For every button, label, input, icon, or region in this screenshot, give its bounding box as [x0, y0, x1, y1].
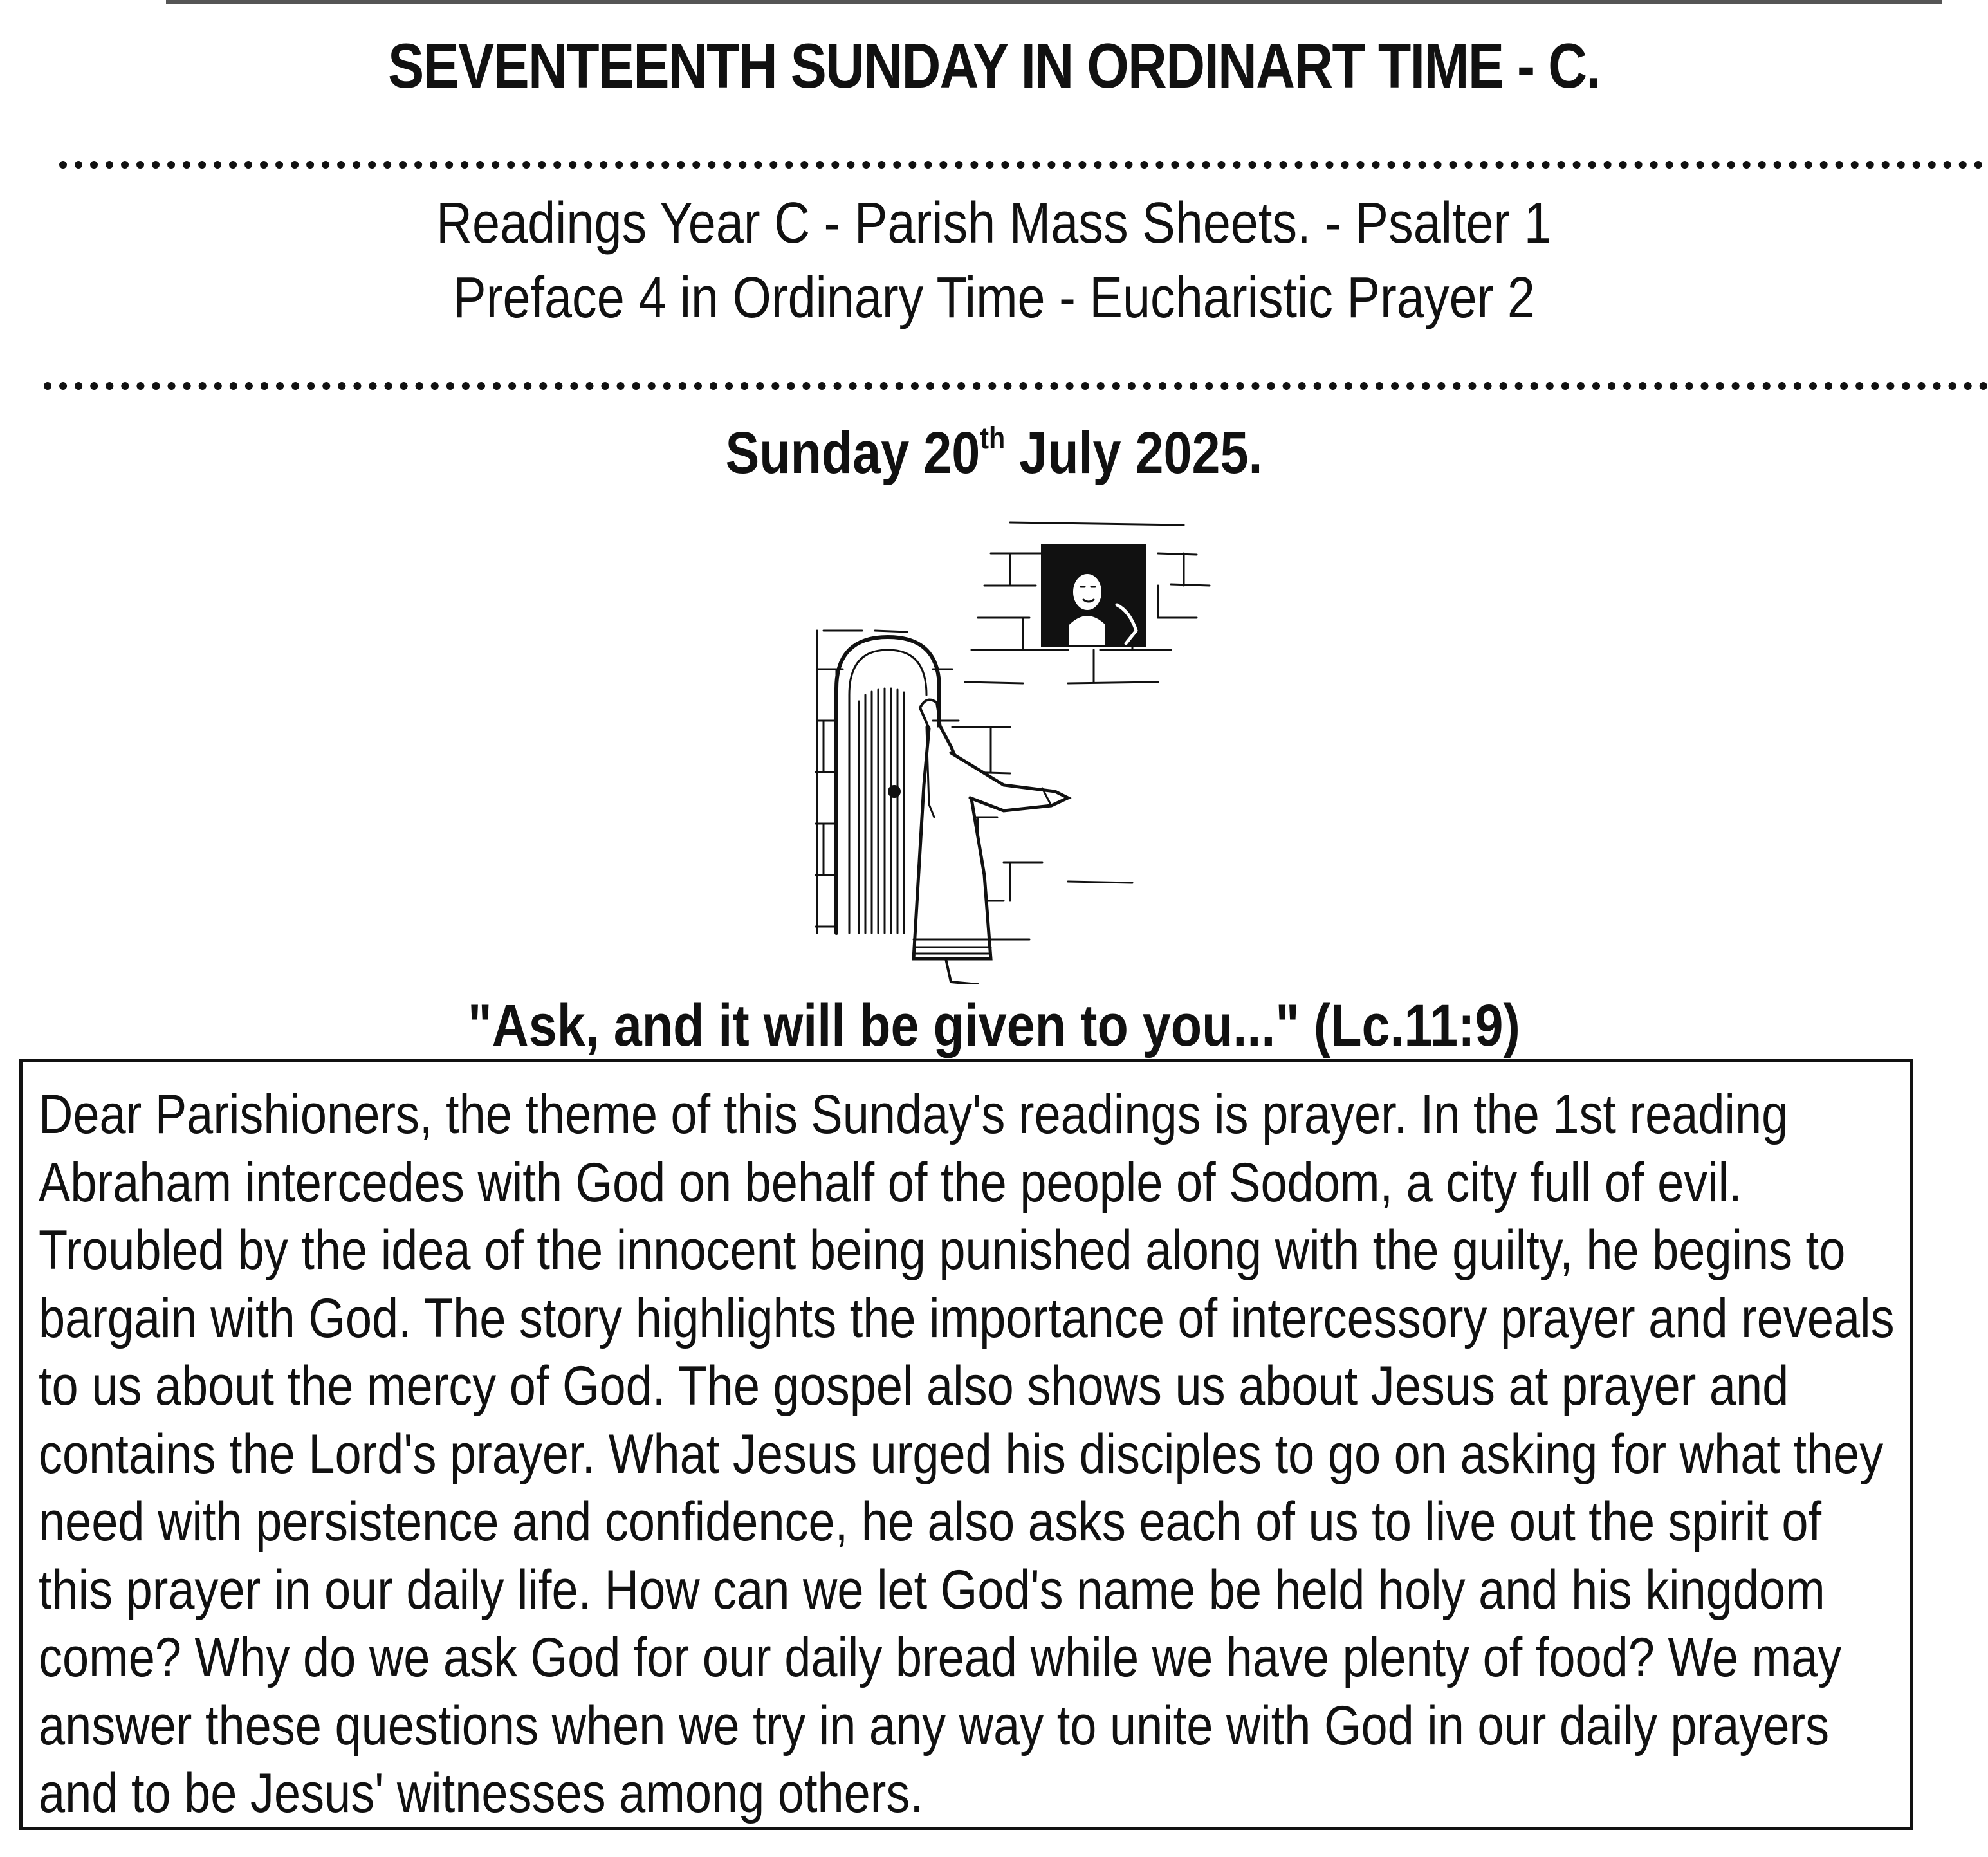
- message-line: and to be Jesus' witnesses among others.: [39, 1762, 923, 1824]
- message-text: [39, 1081, 1917, 1828]
- date-ordinal: th: [980, 421, 1006, 456]
- scripture-quote: "Ask, and it will be given to you..." (Lc.11:9): [468, 993, 1520, 1058]
- message-line: answer these questions when we try in any way to unite with God in our daily prayers: [39, 1694, 1830, 1757]
- top-border-rule: [166, 0, 1942, 4]
- preface-line: Preface 4 in Ordinary Time - Eucharistic Prayer 2: [453, 266, 1535, 330]
- message-line: Dear Parishioners, the theme of this Sunday's readings is prayer. In the 1st reading: [39, 1084, 1789, 1145]
- message-line: bargain with God. The story highlights the importance of intercessory prayer and reveals: [39, 1287, 1895, 1349]
- page-title: SEVENTEENTH SUNDAY IN ORDINART TIME - C.: [388, 30, 1600, 101]
- readings-line: Readings Year C - Parish Mass Sheets. - Psalter 1: [436, 191, 1552, 255]
- message-line: to us about the mercy of God. The gospel also shows us about Jesus at prayer and: [39, 1355, 1789, 1417]
- message-line: need with persistence and confidence, he also asks each of us to live out the spirit of: [39, 1491, 1822, 1553]
- sunday-date: [139, 420, 1848, 487]
- message-line: this prayer in our daily life. How can we let God's name be held holy and his kingdom: [39, 1558, 1825, 1621]
- date-prefix: Sunday 20: [725, 420, 980, 486]
- door-knocking-illustration-icon: [798, 515, 1222, 984]
- dotted-divider-top: [59, 161, 1983, 169]
- date-suffix: July 2025.: [1005, 420, 1263, 486]
- message-line: Troubled by the idea of the innocent being punished along with the guilty, he begins to: [39, 1219, 1846, 1281]
- message-line: contains the Lord's prayer. What Jesus urged his disciples to go on asking for what they: [39, 1423, 1884, 1485]
- message-line: Abraham intercedes with God on behalf of the people of Sodom, a city full of evil.: [39, 1151, 1742, 1214]
- dotted-divider-bottom: [44, 382, 1988, 390]
- message-line: come? Why do we ask God for our daily bread while we have plenty of food? We may: [39, 1627, 1842, 1688]
